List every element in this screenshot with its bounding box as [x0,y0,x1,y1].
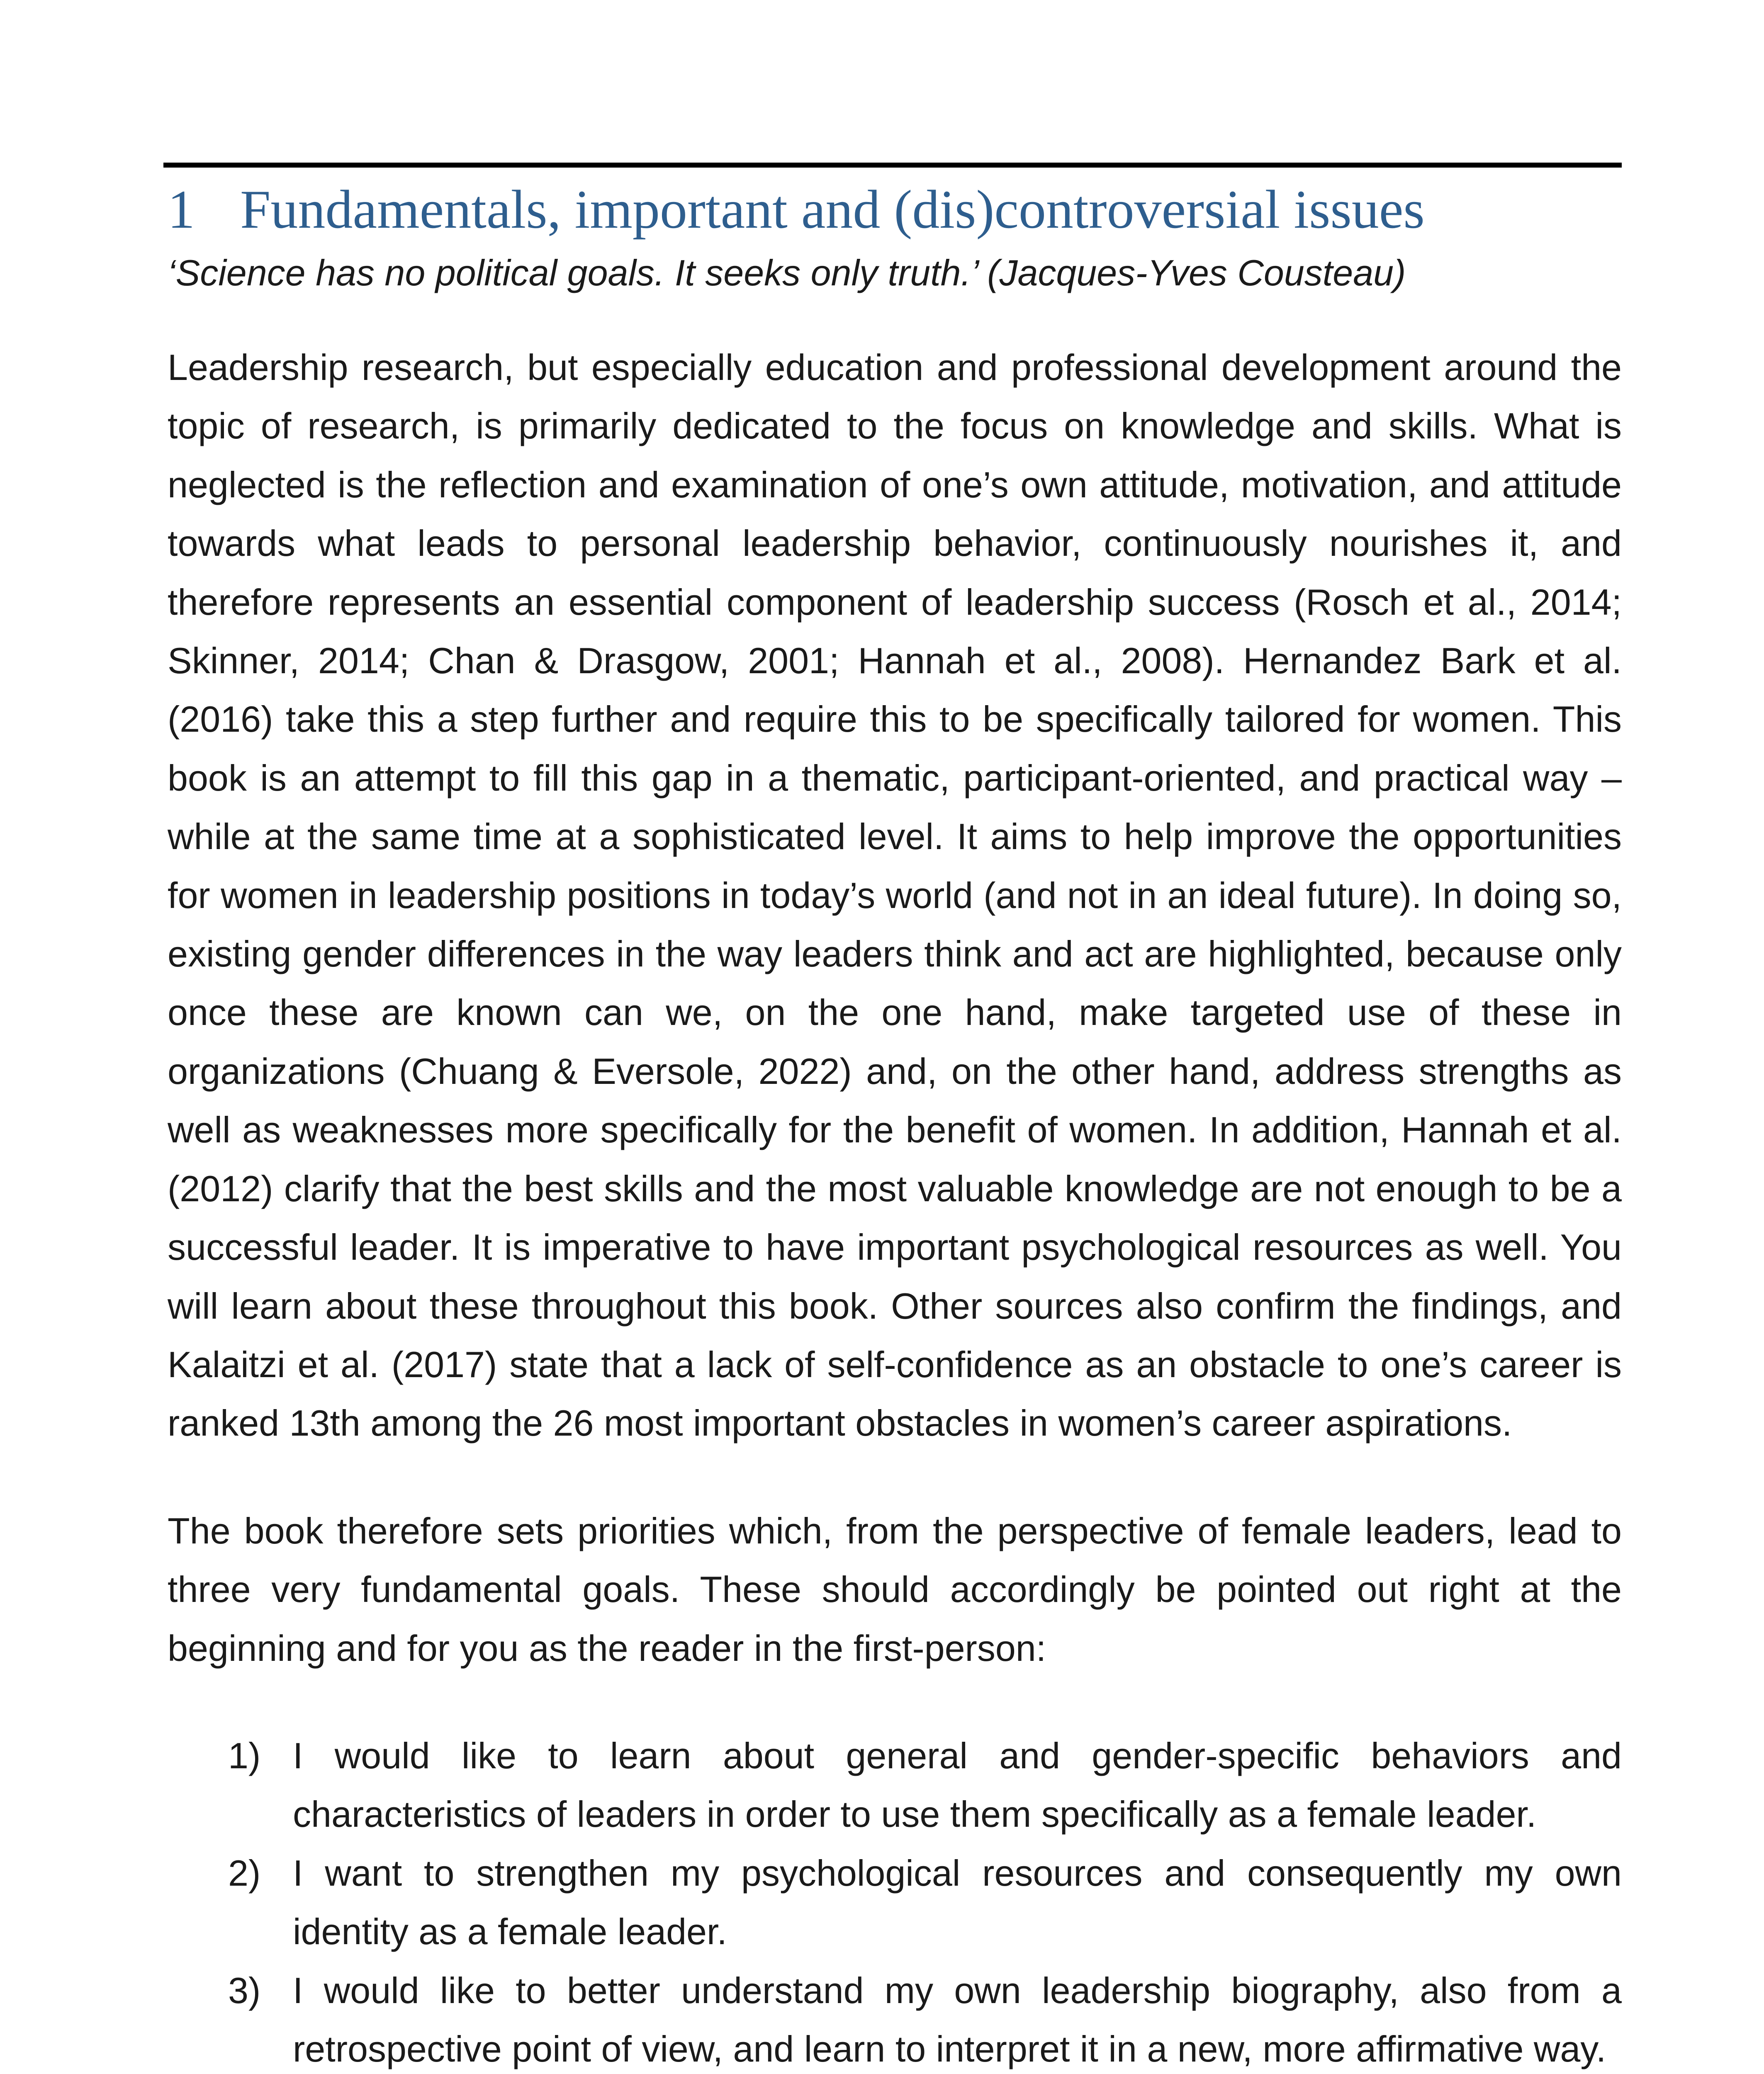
epigraph-quote: ‘Science has no political goals. It seeks only truth.’ (Jacques-Yves Cousteau) [168,252,1406,293]
list-item [168,1726,1622,1844]
goal-number: 1) [228,1735,261,1776]
list-item [168,1844,1622,1961]
paragraph-goals-intro: The book therefore sets priorities which, from the perspective of female leaders, lead to three very fundamental goals. These should accordingly be pointed out right at the beginning and for you as the reader in the first-person: [168,1510,1622,1669]
goal-text: I would like to better understand my own leadership biography, also from a retrospective point of view, and learn to interpret it in a new, more affirmative way. [293,1969,1622,2069]
goal-text: I want to strengthen my psychological resources and consequently my own identity as a female leader. [293,1852,1622,1952]
paragraph-intro: Leadership research, but especially education and professional development around the topic of research, is primarily dedicated to the focus on knowledge and skills. What is neglected is the reflection and examination of one’s own attitude, motivation, and attitude towards what leads to personal leadership behavior, continuously nourishes it, and therefore represents an essential component of leadership success (Rosch et al., 2014; Skinner, 2014; Chan & Drasgow, 2001; Hannah et al., 2008). Hernandez Bark et al. (2016) take this a step further and require this to be specifically tailored for women. This book is an attempt to fill this gap in a thematic, participant-oriented, and practical way – while at the same time at a sophisticated level. It aims to help improve the opportunities for women in leadership positions in today’s world (and not in an ideal future). In doing so, existing gender differences in the way leaders think and act are highlighted, because only once these are known can we, on the one hand, make targeted use of these in organizations (Chuang & Eversole, 2022) and, on the other hand, address strengths as well as weaknesses more specifically for the benefit of women. In addition, Hannah et al. (2012) clarify that the best skills and the most valuable knowledge are not enough to be a successful leader. It is imperative to have important psychological resources as well. You will learn about these throughout this book. Other sources also confirm the findings, and Kalaitzi et al. (2017) state that a lack of self-confidence as an obstacle to one’s career is ranked 13th among the 26 most important obstacles in women’s career aspirations. [168,347,1622,1444]
goal-number: 3) [228,1969,261,2011]
list-item [168,1961,1622,2074]
goals-list [168,1726,1622,2074]
body-text [168,338,1622,2074]
chapter-title: Fundamentals, important and (dis)controversial issues [240,179,1425,240]
goal-text: I would like to learn about general and gender-specific behaviors and characteristics of leaders in order to use them specifically as a female leader. [293,1735,1622,1835]
top-rule-divider [163,163,1622,168]
chapter-number: 1 [168,179,195,240]
chapter-heading [168,174,1622,245]
goal-number: 2) [228,1852,261,1894]
